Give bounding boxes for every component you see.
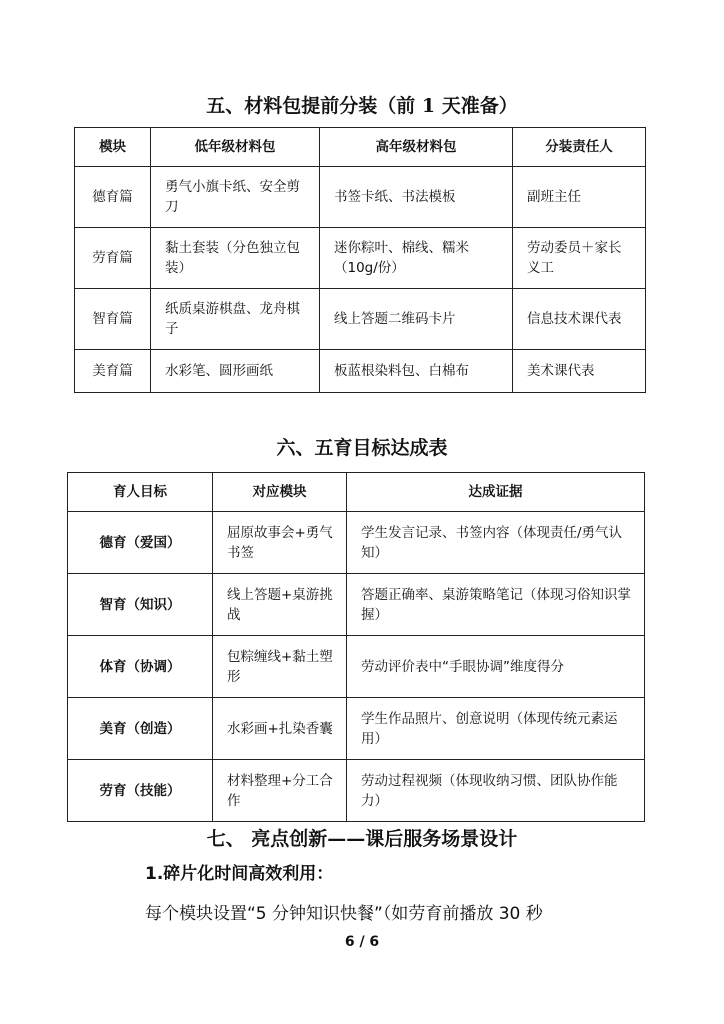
table-header-row	[68, 473, 645, 512]
table-cell: 线上答题+桌游挑战	[213, 574, 347, 636]
table-cell: 书签卡纸、书法模板	[320, 167, 513, 228]
table-cell: 材料整理+分工合作	[213, 760, 347, 822]
table-cell: 劳动委员＋家长义工	[513, 228, 646, 289]
column-header: 模块	[75, 128, 151, 167]
table-cell: 体育（协调）	[68, 636, 213, 698]
table-cell: 包粽缠线+黏土塑形	[213, 636, 347, 698]
table-row	[68, 636, 645, 698]
column-header: 对应模块	[213, 473, 347, 512]
table-cell: 迷你粽叶、棉线、糯米（10g/份）	[320, 228, 513, 289]
table-row	[75, 289, 646, 350]
table-cell: 勇气小旗卡纸、安全剪刀	[151, 167, 320, 228]
table-row	[68, 574, 645, 636]
table-cell: 黏土套装（分色独立包装）	[151, 228, 320, 289]
table-cell: 劳动评价表中“手眼协调”维度得分	[347, 636, 645, 698]
section5-title: 五、材料包提前分装（前 1 天准备）	[206, 95, 518, 117]
table-cell: 智育（知识）	[68, 574, 213, 636]
table-cell: 美育（创造）	[68, 698, 213, 760]
table-cell: 美术课代表	[513, 350, 646, 393]
section7-title: 七、 亮点创新——课后服务场景设计	[206, 828, 518, 850]
column-header: 育人目标	[68, 473, 213, 512]
column-header: 低年级材料包	[151, 128, 320, 167]
table-cell: 美育篇	[75, 350, 151, 393]
table-row	[68, 698, 645, 760]
table-row	[68, 512, 645, 574]
section7-subheading: 1.碎片化时间高效利用：	[145, 864, 334, 884]
table-cell: 板蓝根染料包、白棉布	[320, 350, 513, 393]
table-cell: 劳育篇	[75, 228, 151, 289]
materials-table	[74, 127, 646, 393]
table-cell: 劳动过程视频（体现收纳习惯、团队协作能力）	[347, 760, 645, 822]
table-cell: 智育篇	[75, 289, 151, 350]
table-cell: 副班主任	[513, 167, 646, 228]
table-cell: 屈原故事会+勇气书签	[213, 512, 347, 574]
table-cell: 劳育（技能）	[68, 760, 213, 822]
page-number: 6 / 6	[344, 934, 380, 950]
table-row	[68, 760, 645, 822]
table-row	[75, 350, 646, 393]
table-cell: 信息技术课代表	[513, 289, 646, 350]
column-header: 分装责任人	[513, 128, 646, 167]
table-row	[75, 167, 646, 228]
column-header: 高年级材料包	[320, 128, 513, 167]
table-cell: 纸质桌游棋盘、龙舟棋子	[151, 289, 320, 350]
table-cell: 答题正确率、桌游策略笔记（体现习俗知识掌握）	[347, 574, 645, 636]
section6-title: 六、五育目标达成表	[276, 437, 448, 459]
table-header-row	[75, 128, 646, 167]
goals-table	[67, 472, 645, 822]
table-cell: 学生发言记录、书签内容（体现责任/勇气认知）	[347, 512, 645, 574]
table-row	[75, 228, 646, 289]
table-cell: 线上答题二维码卡片	[320, 289, 513, 350]
table-cell: 水彩画+扎染香囊	[213, 698, 347, 760]
table-cell: 水彩笔、圆形画纸	[151, 350, 320, 393]
table-cell: 德育篇	[75, 167, 151, 228]
column-header: 达成证据	[347, 473, 645, 512]
table-cell: 德育（爱国）	[68, 512, 213, 574]
table-cell: 学生作品照片、创意说明（体现传统元素运用）	[347, 698, 645, 760]
section7-paragraph: 每个模块设置“5 分钟知识快餐”（如劳育前播放 30 秒	[145, 904, 543, 924]
